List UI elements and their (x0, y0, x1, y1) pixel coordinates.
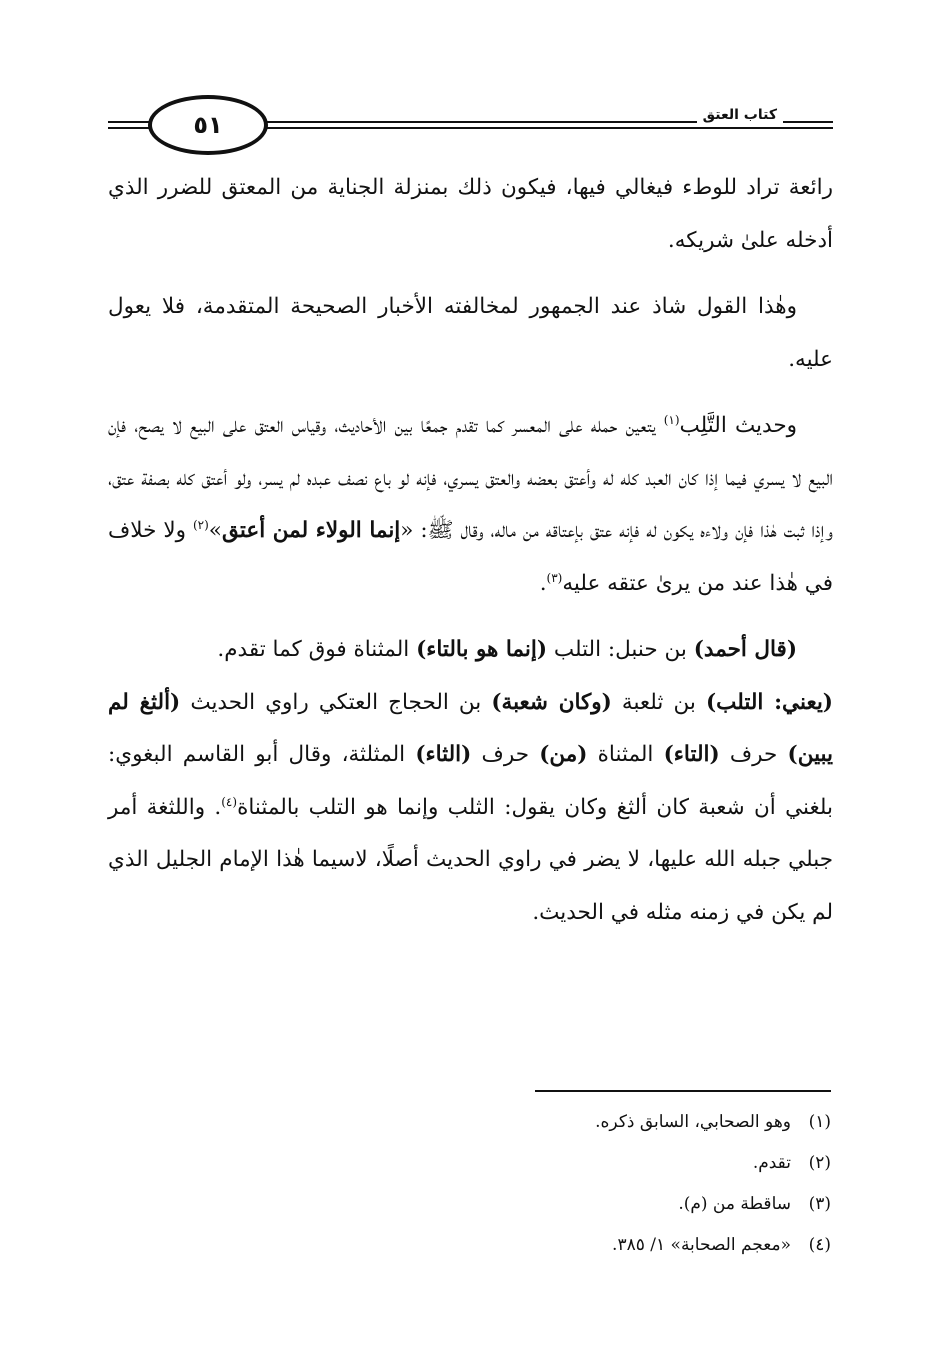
p3-text-d: ولا خلاف في هٰذا عند من يرىٰ عتقه عليه (108, 518, 833, 596)
p3-text-a: وحديث التَّلِب (679, 413, 797, 438)
footnote-number: (٣) (808, 1194, 831, 1214)
footnote-ref-4[interactable]: (٤) (221, 794, 238, 809)
p5-bold-3: (ألثغ لم يبين) (108, 689, 834, 767)
footnote-text: تقدم. (752, 1153, 791, 1173)
p5-bold-6: (الثاء) (415, 742, 472, 767)
p3-text-e: . (539, 570, 547, 596)
header-rule-main-bottom (258, 127, 833, 129)
footnote-number: (١) (808, 1112, 831, 1132)
footnote-4 (300, 1225, 831, 1266)
p5-bold-4: (التاء) (663, 742, 720, 767)
footnote-ref-2[interactable]: (٢) (192, 517, 209, 532)
p4-bold-1: (قال أحمد) (693, 637, 797, 662)
p5-text-7: . واللثغة أمر جبلي جبله الله عليها، لا يضر في راوي الحديث أصلًا، لاسيما هٰذا الإمام الجليل الذي لم يكن في زمنه مثله في الحديث. (108, 794, 833, 925)
hadith-quote: إنما الولاء لمن أعتق (221, 518, 401, 543)
p4-text-2: المثناة فوق كما تقدم. (217, 637, 417, 662)
footnote-3 (300, 1184, 831, 1225)
p5-bold-2: (وكان شعبة) (491, 689, 612, 715)
p5-text-6: المثلثة، وقال أبو القاسم البغوي: بلغني أن شعبة كان ألثغ وكان يقول: الثلب وإنما هو التلب بالمثناة (108, 742, 833, 820)
p5-bold-1: (يعني: التلب) (705, 689, 833, 715)
p5-text-3: حرف (719, 742, 788, 767)
main-text (108, 162, 833, 953)
p3-text-c: » (208, 518, 222, 543)
paragraph-3 (108, 400, 833, 610)
p5-bold-5: (من) (539, 742, 588, 767)
footnote-separator (535, 1090, 831, 1092)
footnote-text: «معجم الصحابة» ١/ ٣٨٥. (612, 1235, 791, 1255)
footnote-ref-1[interactable]: (١) (663, 412, 680, 427)
footnote-2 (300, 1143, 831, 1184)
footnote-1 (300, 1102, 831, 1143)
paragraph-4 (108, 624, 833, 939)
running-title: كتاب العتق (697, 107, 783, 123)
page-header (108, 95, 833, 159)
footnote-ref-3[interactable]: (٣) (546, 570, 563, 585)
page-number: ٥١ (148, 95, 268, 155)
p4-text-1: بن حنبل: التلب (547, 637, 694, 662)
p5-text-4: المثناة (587, 742, 664, 767)
footnotes (300, 1102, 831, 1266)
p5-text-2: بن الحجاج العتكي راوي الحديث (180, 689, 492, 715)
footnote-text: ساقطة من (م). (678, 1194, 791, 1214)
footnote-number: (٢) (808, 1153, 831, 1173)
paragraph-1: رائعة تراد للوطء فيغالي فيها، فيكون ذلك بمنزلة الجناية من المعتق للضرر الذي أدخله علىٰ شريكه. (108, 175, 833, 253)
paragraph-2: وهٰذا القول شاذ عند الجمهور لمخالفته الأخبار الصحيحة المتقدمة، فلا يعول عليه. (108, 294, 833, 372)
footnote-text: وهو الصحابي، السابق ذكره. (595, 1112, 791, 1132)
p3-text-b: يتعين حمله على المعسر كما تقدم جمعًا بين الأحاديث، وقياس العتق على البيع لا يصح، فإن البيع لا يسري فيما إذا كان العبد كله له وأعتق بعضه والعتق يسري، فإنه لو باع نصف عبده لم يسر، ولو أعتق كله بصفة عتق، وإذا ثبت هٰذا فإن ولاءه يكون له فإنه عتق بإعتاقه من ماله، وقال ﷺ: « (108, 413, 833, 543)
p5-text-1: بن ثلعبة (611, 689, 706, 715)
p5-text-5: حرف (471, 742, 540, 767)
p4-bold-2: (إنما هو بالتاء) (416, 637, 547, 662)
footnote-number: (٤) (808, 1235, 831, 1255)
